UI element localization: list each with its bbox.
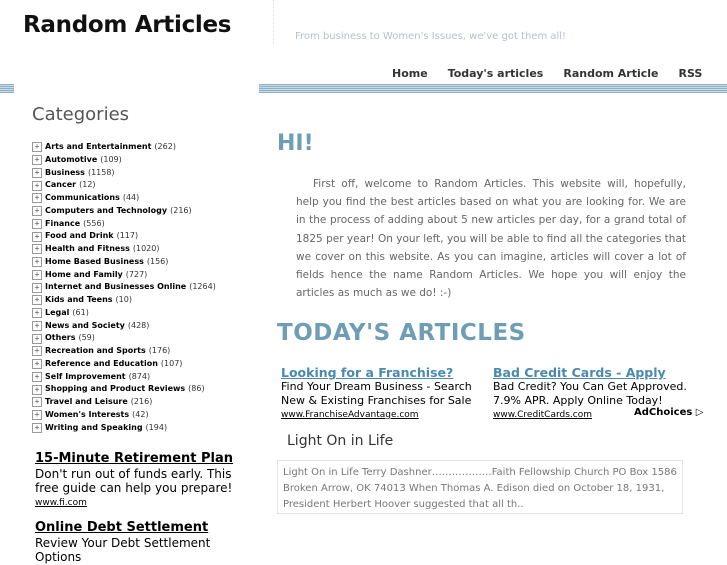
category-count: (194) (145, 422, 168, 432)
expand-plus-icon[interactable]: + (32, 410, 42, 420)
category-name[interactable]: Communications (45, 193, 120, 202)
expand-plus-icon[interactable]: + (32, 423, 42, 433)
category-list (32, 141, 216, 434)
sidebar-ad-url[interactable]: www.fi.com (35, 497, 87, 508)
category-item[interactable] (32, 269, 216, 282)
category-count: (117) (116, 231, 139, 241)
category-count: (1158) (87, 167, 115, 177)
article-title[interactable]: Light On in Life (287, 433, 394, 449)
expand-plus-icon[interactable]: + (32, 283, 42, 293)
header-stripe-left (0, 84, 14, 93)
category-item[interactable] (32, 179, 216, 192)
expand-plus-icon[interactable]: + (32, 372, 42, 382)
category-item[interactable] (32, 294, 216, 307)
site-tagline: From business to Women's Issues, we've got them all! (295, 31, 567, 42)
category-name[interactable]: Writing and Speaking (45, 422, 143, 432)
category-item[interactable] (32, 422, 216, 435)
nav-todays-articles[interactable]: Today's articles (447, 67, 544, 80)
category-count: (156) (146, 256, 169, 266)
category-item[interactable] (32, 371, 216, 384)
category-item[interactable] (32, 218, 216, 231)
expand-plus-icon[interactable]: + (32, 142, 42, 152)
category-count: (1020) (132, 244, 160, 253)
todays-articles-heading: TODAY'S ARTICLES (277, 320, 526, 346)
category-name[interactable]: Cancer (45, 180, 77, 190)
adchoices-link[interactable]: AdChoices ▷ (634, 407, 704, 418)
expand-plus-icon[interactable]: + (32, 359, 42, 369)
nav-home[interactable]: Home (392, 67, 428, 80)
category-name[interactable]: Arts and Entertainment (45, 142, 152, 151)
category-item[interactable] (32, 409, 216, 422)
expand-plus-icon[interactable]: + (32, 257, 42, 267)
category-item[interactable] (32, 230, 216, 243)
category-count: (1264) (189, 282, 216, 292)
category-name[interactable]: Recreation and Sports (45, 346, 146, 355)
expand-plus-icon[interactable]: + (32, 155, 42, 165)
category-count: (59) (78, 333, 95, 343)
category-name[interactable]: Health and Fitness (45, 244, 130, 253)
expand-plus-icon[interactable]: + (32, 346, 42, 356)
category-count: (109) (100, 154, 122, 164)
category-item[interactable] (32, 192, 216, 205)
category-item[interactable] (32, 307, 216, 320)
nav-random-article[interactable]: Random Article (563, 67, 659, 80)
category-item[interactable] (32, 154, 216, 167)
category-item[interactable] (32, 320, 216, 333)
category-name[interactable]: Travel and Leisure (45, 397, 128, 406)
category-name[interactable]: Shopping and Product Reviews (45, 384, 186, 394)
category-name[interactable]: Self Improvement (45, 371, 126, 381)
category-count: (107) (160, 358, 183, 368)
category-count: (428) (127, 320, 150, 330)
category-name[interactable]: Food and Drink (45, 231, 114, 241)
ad-url[interactable]: www.FranchiseAdvantage.com (281, 410, 419, 420)
category-name[interactable]: Finance (45, 218, 81, 228)
category-name[interactable]: Kids and Teens (45, 295, 113, 304)
expand-plus-icon[interactable]: + (32, 321, 42, 331)
category-count: (727) (125, 269, 148, 279)
expand-plus-icon[interactable]: + (32, 308, 42, 318)
category-name[interactable]: Reference and Education (45, 358, 158, 368)
category-item[interactable] (32, 345, 216, 358)
category-item[interactable] (32, 332, 216, 345)
expand-plus-icon[interactable]: + (32, 219, 42, 229)
category-name[interactable]: Internet and Businesses Online (45, 282, 187, 292)
category-name[interactable]: Home Based Business (45, 256, 144, 266)
category-name[interactable]: Business (45, 167, 85, 177)
category-count: (216) (130, 397, 153, 406)
expand-plus-icon[interactable]: + (32, 206, 42, 216)
category-count: (86) (188, 384, 205, 394)
sidebar-ad-text: Review Your Debt Settlement Options (35, 535, 211, 564)
hi-heading: HI! (277, 131, 314, 156)
category-name[interactable]: Computers and Technology (45, 205, 168, 215)
category-item[interactable] (32, 396, 216, 409)
sidebar-ad-text: Don't run out of funds early. This free guide can help you prepare! (35, 466, 233, 495)
ad-franchise (281, 366, 481, 422)
expand-plus-icon[interactable]: + (32, 181, 42, 191)
sidebar-ad-title[interactable]: Online Debt Settlement (35, 520, 209, 535)
expand-plus-icon[interactable]: + (32, 295, 42, 305)
category-name[interactable]: Home and Family (45, 269, 123, 279)
sidebar-ad-title[interactable]: 15-Minute Retirement Plan (35, 451, 234, 466)
expand-plus-icon[interactable]: + (32, 244, 42, 254)
category-count: (42) (132, 409, 149, 419)
category-item[interactable] (32, 281, 216, 294)
expand-plus-icon[interactable]: + (32, 270, 42, 280)
expand-plus-icon[interactable]: + (32, 193, 42, 203)
category-name[interactable]: Women's Interests (45, 409, 130, 419)
category-item[interactable] (32, 205, 216, 218)
ad-url[interactable]: www.CreditCards.com (493, 410, 593, 420)
category-item[interactable] (32, 256, 216, 269)
category-count: (262) (154, 142, 176, 151)
category-item[interactable] (32, 141, 216, 154)
category-count: (10) (115, 295, 132, 304)
ad-text: Bad Credit? You Can Get Approved. 7.9% APR. Apply Online Today! (493, 380, 687, 407)
category-name[interactable]: Others (45, 333, 76, 343)
category-count: (216) (170, 205, 192, 215)
article-excerpt: Light On in Life Terry Dashner………………Faith Fellowship Church PO Box 1586 Broken Arrow, OK 74013 When Thomas A. Edison died on October 18, 1931, President Herbert Hoover suggested that all th.. (283, 467, 677, 510)
header-stripe-right (259, 84, 727, 93)
expand-plus-icon[interactable]: + (32, 397, 42, 407)
category-item[interactable] (32, 358, 216, 371)
ad-text: Find Your Dream Business - Search New & Existing Franchises for Sale (281, 380, 472, 407)
category-count: (176) (148, 346, 171, 355)
main-nav (392, 67, 722, 80)
category-name[interactable]: Legal (45, 307, 70, 317)
welcome-text: First off, welcome to Random Articles. This website will, hopefully, help you find the best articles based on what you are looking for. We are in the process of adding about 5 new articles per day, for a grand total of 1825 per year! On your left, you will be able to find all the categories that we cover on this website. As you can imagine, articles will cover a lot of fields hence the name Random Articles. We hope you will enjoy the articles as much as we do! :-) (296, 178, 686, 300)
category-count: (874) (128, 371, 151, 381)
category-count: (44) (122, 193, 140, 202)
category-item[interactable] (32, 243, 216, 256)
categories-heading: Categories (32, 104, 130, 125)
ad-title[interactable]: Bad Credit Cards - Apply (493, 365, 666, 380)
sidebar-ad-debt (35, 521, 253, 565)
nav-rss[interactable]: RSS (678, 67, 703, 80)
category-item[interactable] (32, 383, 216, 396)
ad-title[interactable]: Looking for a Franchise? (281, 365, 454, 380)
category-count: (61) (72, 307, 89, 317)
sidebar-ad-retirement (35, 452, 253, 510)
expand-plus-icon[interactable]: + (32, 232, 42, 242)
category-name[interactable]: News and Society (45, 320, 125, 330)
header-divider (273, 0, 274, 44)
expand-plus-icon[interactable]: + (32, 385, 42, 395)
expand-plus-icon[interactable]: + (32, 334, 42, 344)
article-excerpt-box (277, 460, 683, 514)
category-name[interactable]: Automotive (45, 154, 98, 164)
category-count: (12) (79, 180, 96, 190)
category-item[interactable] (32, 167, 216, 180)
expand-plus-icon[interactable]: + (32, 168, 42, 178)
site-title[interactable]: Random Articles (23, 12, 232, 38)
category-count: (556) (83, 218, 105, 228)
